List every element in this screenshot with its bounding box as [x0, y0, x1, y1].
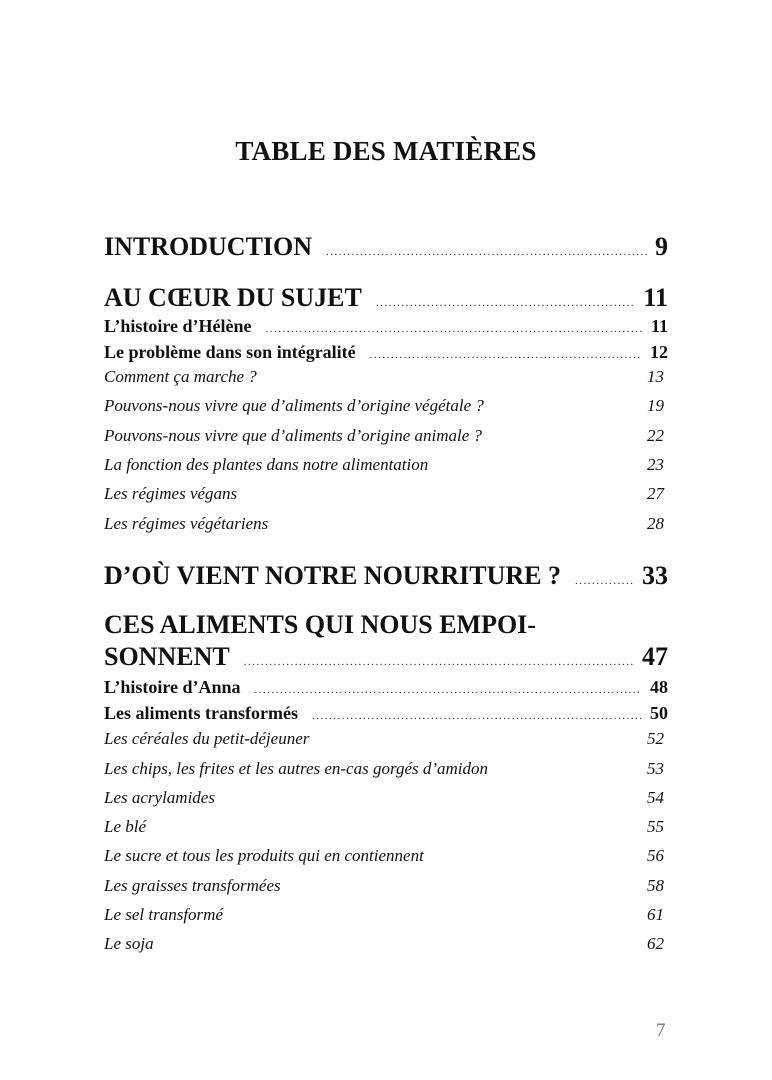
- dot-leader: [255, 684, 642, 696]
- toc-entry-soja[interactable]: [104, 934, 668, 954]
- toc-label: L’histoire d’Anna: [104, 677, 241, 697]
- toc-page: 52: [647, 729, 664, 748]
- toc-entry-animale[interactable]: [104, 426, 668, 446]
- toc-label: INTRODUCTION: [104, 232, 313, 261]
- toc-page: 50: [650, 703, 668, 723]
- toc-page: 62: [647, 934, 664, 953]
- toc-page: 55: [647, 817, 664, 836]
- toc-label: Le sel transformé: [104, 905, 223, 924]
- toc-entry-ble[interactable]: [104, 817, 668, 837]
- toc-page: 12: [650, 342, 668, 362]
- toc-entry-acrylamides[interactable]: [104, 788, 668, 808]
- toc-entry-regimes-vegetariens[interactable]: [104, 514, 668, 534]
- toc-entry-probleme[interactable]: [104, 342, 668, 363]
- toc-entry-vegetale[interactable]: [104, 396, 668, 416]
- toc-page: 22: [647, 426, 664, 445]
- page-title: TABLE DES MATIÈRES: [235, 136, 537, 166]
- toc-entry-d-ou-vient[interactable]: [104, 561, 668, 591]
- toc-page: 9: [655, 232, 668, 261]
- toc-label: Le problème dans son intégralité: [104, 342, 356, 362]
- toc-entry-aliments-transformes[interactable]: [104, 703, 668, 724]
- dot-leader: [312, 710, 642, 722]
- toc-page: 28: [647, 514, 664, 533]
- toc-page: 48: [650, 677, 668, 697]
- dot-leader: [575, 575, 634, 587]
- toc-page: 11: [643, 283, 668, 312]
- toc-page: 53: [647, 759, 664, 778]
- toc-page: 19: [647, 396, 664, 415]
- toc-label: La fonction des plantes dans notre alimentation: [104, 455, 429, 474]
- toc-entry-ces-aliments[interactable]: [104, 642, 668, 672]
- toc-page: 27: [647, 484, 664, 503]
- toc-label: Pouvons-nous vivre que d’aliments d’origine végétale ?: [104, 396, 484, 415]
- toc-label: AU CŒUR DU SUJET: [104, 283, 362, 312]
- toc-label: Les aliments transformés: [104, 703, 298, 723]
- toc-page: 13: [647, 367, 664, 386]
- toc-entry-au-coeur-du-sujet[interactable]: [104, 283, 668, 313]
- toc-label: Le soja: [104, 934, 154, 953]
- toc-label: SONNENT: [104, 642, 230, 671]
- toc-page: 11: [650, 316, 668, 336]
- toc-label: Pouvons-nous vivre que d’aliments d’origine animale ?: [104, 426, 483, 445]
- toc-page: 23: [647, 455, 664, 474]
- toc-entry-regimes-vegans[interactable]: [104, 484, 668, 504]
- toc-entry-fonction-plantes[interactable]: [104, 455, 668, 475]
- toc-entry-chips[interactable]: [104, 759, 668, 779]
- dot-leader: [326, 246, 647, 258]
- toc-entry-comment-ca-marche[interactable]: [104, 367, 668, 387]
- dot-leader: [376, 297, 636, 309]
- toc-label: Les céréales du petit-déjeuner: [104, 729, 310, 748]
- dot-leader: [266, 323, 643, 335]
- toc-page: 33: [642, 561, 668, 590]
- toc-label: Le sucre et tous les produits qui en contiennent: [104, 846, 424, 865]
- toc-page: 47: [642, 642, 668, 671]
- toc-entry-cereales[interactable]: [104, 729, 668, 749]
- toc-label: Le blé: [104, 817, 147, 836]
- toc-entry-graisses[interactable]: [104, 876, 668, 896]
- page-number: 7: [656, 1020, 666, 1041]
- toc-entry-introduction[interactable]: [104, 232, 668, 262]
- toc-label: Les régimes végétariens: [104, 514, 269, 533]
- toc-page: 61: [647, 905, 664, 924]
- toc-label: Les chips, les frites et les autres en-cas gorgés d’amidon: [104, 759, 489, 778]
- toc-label: Les acrylamides: [104, 788, 215, 807]
- toc-entry-histoire-anna[interactable]: [104, 677, 668, 698]
- toc-page: 54: [647, 788, 664, 807]
- toc-label: L’histoire d’Hélène: [104, 316, 252, 336]
- dot-leader: [370, 349, 642, 361]
- toc-label: Les graisses transformées: [104, 876, 281, 895]
- toc-label: Comment ça marche ?: [104, 367, 257, 386]
- toc-page: 58: [647, 876, 664, 895]
- toc-page: 56: [647, 846, 664, 865]
- toc-entry-ces-aliments-line1[interactable]: CES ALIMENTS QUI NOUS EMPOI-: [104, 610, 536, 639]
- toc-entry-histoire-helene[interactable]: [104, 316, 668, 337]
- toc-entry-sel[interactable]: [104, 905, 668, 925]
- toc-entry-sucre[interactable]: [104, 846, 668, 866]
- dot-leader: [244, 656, 634, 668]
- toc-label: Les régimes végans: [104, 484, 238, 503]
- toc-label: D’OÙ VIENT NOTRE NOURRITURE ?: [104, 561, 561, 590]
